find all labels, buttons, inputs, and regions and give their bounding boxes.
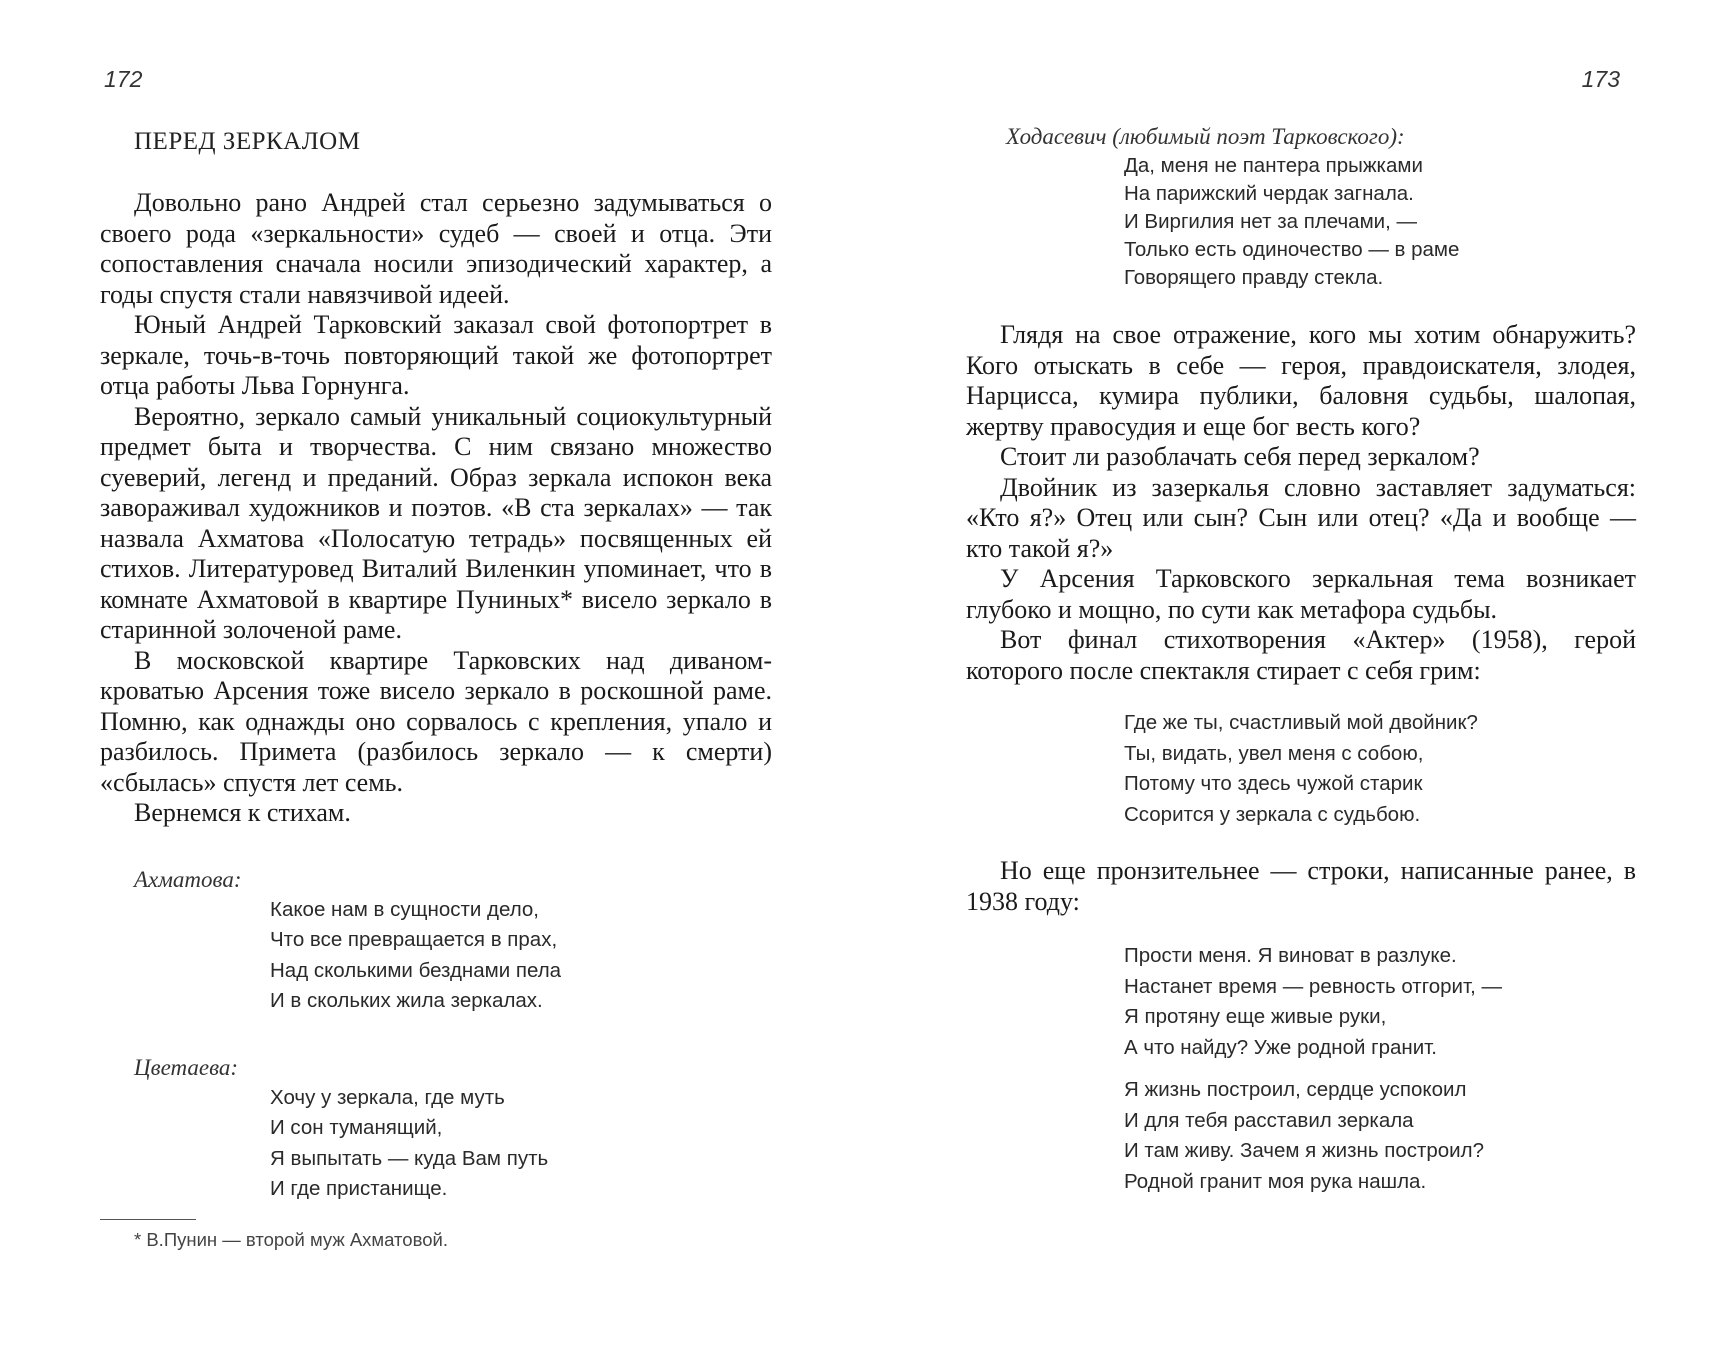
footnote: * В.Пунин — второй муж Ахматовой. (134, 1229, 448, 1250)
paragraph: Вот финал стихотворения «Актер» (1958), герой которого после спектакля стирает с себя грим: (966, 625, 1636, 685)
khodasevich-block (966, 122, 1636, 292)
page-number-right: 173 (1581, 66, 1620, 92)
poet-name: Ходасевич (любимый поэт Тарковского): (1006, 124, 1405, 149)
poem-line: И для тебя расставил зеркала (1124, 1108, 1414, 1132)
paragraph: Вернемся к стихам. (134, 798, 351, 827)
poem-line: Только есть одиночество — в раме (1124, 238, 1460, 261)
right-page (860, 0, 1720, 1354)
paragraph: Глядя на свое отражение, кого мы хотим обнаружить? Кого отыскать в себе — героя, правдоискателя, злодея, Нарцисса, кумира публики, баловня судьбы, шалопая, жертву правосудия и еще бог весть кого? (966, 320, 1636, 441)
poem-line: А что найду? Уже родной гранит. (1124, 1035, 1437, 1059)
poem-line: Я протяну еще живые руки, (1124, 1005, 1387, 1028)
poem-line: Что все превращается в прах, (270, 928, 558, 951)
right-column (966, 122, 1636, 1197)
poet-name: Ахматова: (134, 866, 242, 892)
poem (1124, 152, 1636, 292)
poem (270, 1083, 772, 1205)
poem-line: Да, меня не пантера прыжками (1124, 154, 1423, 177)
poem-line: Родной гранит моя рука нашла. (1124, 1169, 1427, 1193)
actor-poem (1124, 708, 1636, 830)
poem-line: Говорящего правду стекла. (1124, 266, 1384, 289)
paragraph: Вероятно, зеркало самый уникальный социокультурный предмет быта и творчества. С ним связано множество суеверий, легенд и преданий. Образ зеркала испокон века завораживал художников и поэтов. «В ста зеркалах» — так назвала Ахматова «Полосатую тетрадь» посвященных ей стихов. Литературовед Виталий Виленкин упоминает, что в комнате Ахматовой в квартире Пуниных* висело зеркало в старинной золоченой раме. (100, 401, 772, 644)
poem-line: Я выпытать — куда Вам путь (270, 1146, 549, 1170)
poem-line: Ссорится у зеркала с судьбою. (1124, 802, 1421, 826)
poem-line: И где пристанище. (270, 1177, 448, 1200)
poem-line: Я жизнь построил, сердце успокоил (1124, 1078, 1467, 1101)
left-column (100, 122, 772, 1205)
poet-name: Цветаева: (134, 1054, 239, 1080)
poem (270, 895, 772, 1017)
poem-line: Прости меня. Я виноват в разлуке. (1124, 944, 1457, 967)
poem-line: И сон туманящий, (270, 1116, 443, 1139)
paragraph: Юный Андрей Тарковский заказал свой фотопортрет в зеркале, точь-в-точь повторяющий такой же фотопортрет отца работы Льва Горнунга. (100, 310, 772, 400)
poem-line: На парижский чердак загнала. (1124, 182, 1414, 205)
poem-line: Где же ты, счастливый мой двойник? (1124, 711, 1478, 734)
tsvetaeva-block (100, 1053, 772, 1205)
poem-line: Хочу у зеркала, где муть (270, 1085, 505, 1109)
paragraph: У Арсения Тарковского зеркальная тема возникает глубоко и мощно, по сути как метафора судьбы. (966, 564, 1636, 624)
paragraph: Стоит ли разоблачать себя перед зеркалом? (1000, 442, 1480, 471)
poem-line: И там живу. Зачем я жизнь построил? (1124, 1139, 1484, 1162)
paragraph: Но еще пронзительнее — строки, написанные ранее, в 1938 году: (966, 856, 1636, 916)
poem-line: Ты, видать, увел меня с собою, (1124, 741, 1424, 765)
poem-1938-stanza-2 (1124, 1075, 1636, 1197)
poem-line: Какое нам в сущности дело, (270, 897, 539, 921)
akhmatova-block (100, 865, 772, 1017)
poem-line: Над сколькими безднами пела (270, 958, 562, 982)
poem-line: И Виргилия нет за плечами, — (1124, 210, 1418, 233)
paragraph: Двойник из зазеркалья словно заставляет задуматься: «Кто я?» Отец или сын? Сын или отец? «Да и вообще — кто такой я?» (966, 472, 1636, 563)
chapter-heading: ПЕРЕД ЗЕРКАЛОМ (134, 128, 361, 155)
poem-1938-stanza-1 (1124, 941, 1636, 1063)
poem-line: Потому что здесь чужой старик (1124, 772, 1423, 795)
page-number-left: 172 (104, 66, 143, 92)
paragraph: В московской квартире Тарковских над диваном-кроватью Арсения тоже висело зеркало в роскошной раме. Помню, как однажды оно сорвалось с крепления, упало и разбилось. Примета (разбилось зеркало — к смерти) «сбылась» спустя лет семь. (100, 645, 772, 797)
footnote-divider (100, 1219, 196, 1220)
poem-line: Настанет время — ревность отгорит, — (1124, 974, 1502, 998)
paragraph: Довольно рано Андрей стал серьезно задумываться о своего рода «зеркальности» судеб — своей и отца. Эти сопоставления сначала носили эпизодический характер, а годы спустя стали навязчивой идеей. (100, 188, 772, 309)
poem-line: И в скольких жила зеркалах. (270, 989, 543, 1012)
